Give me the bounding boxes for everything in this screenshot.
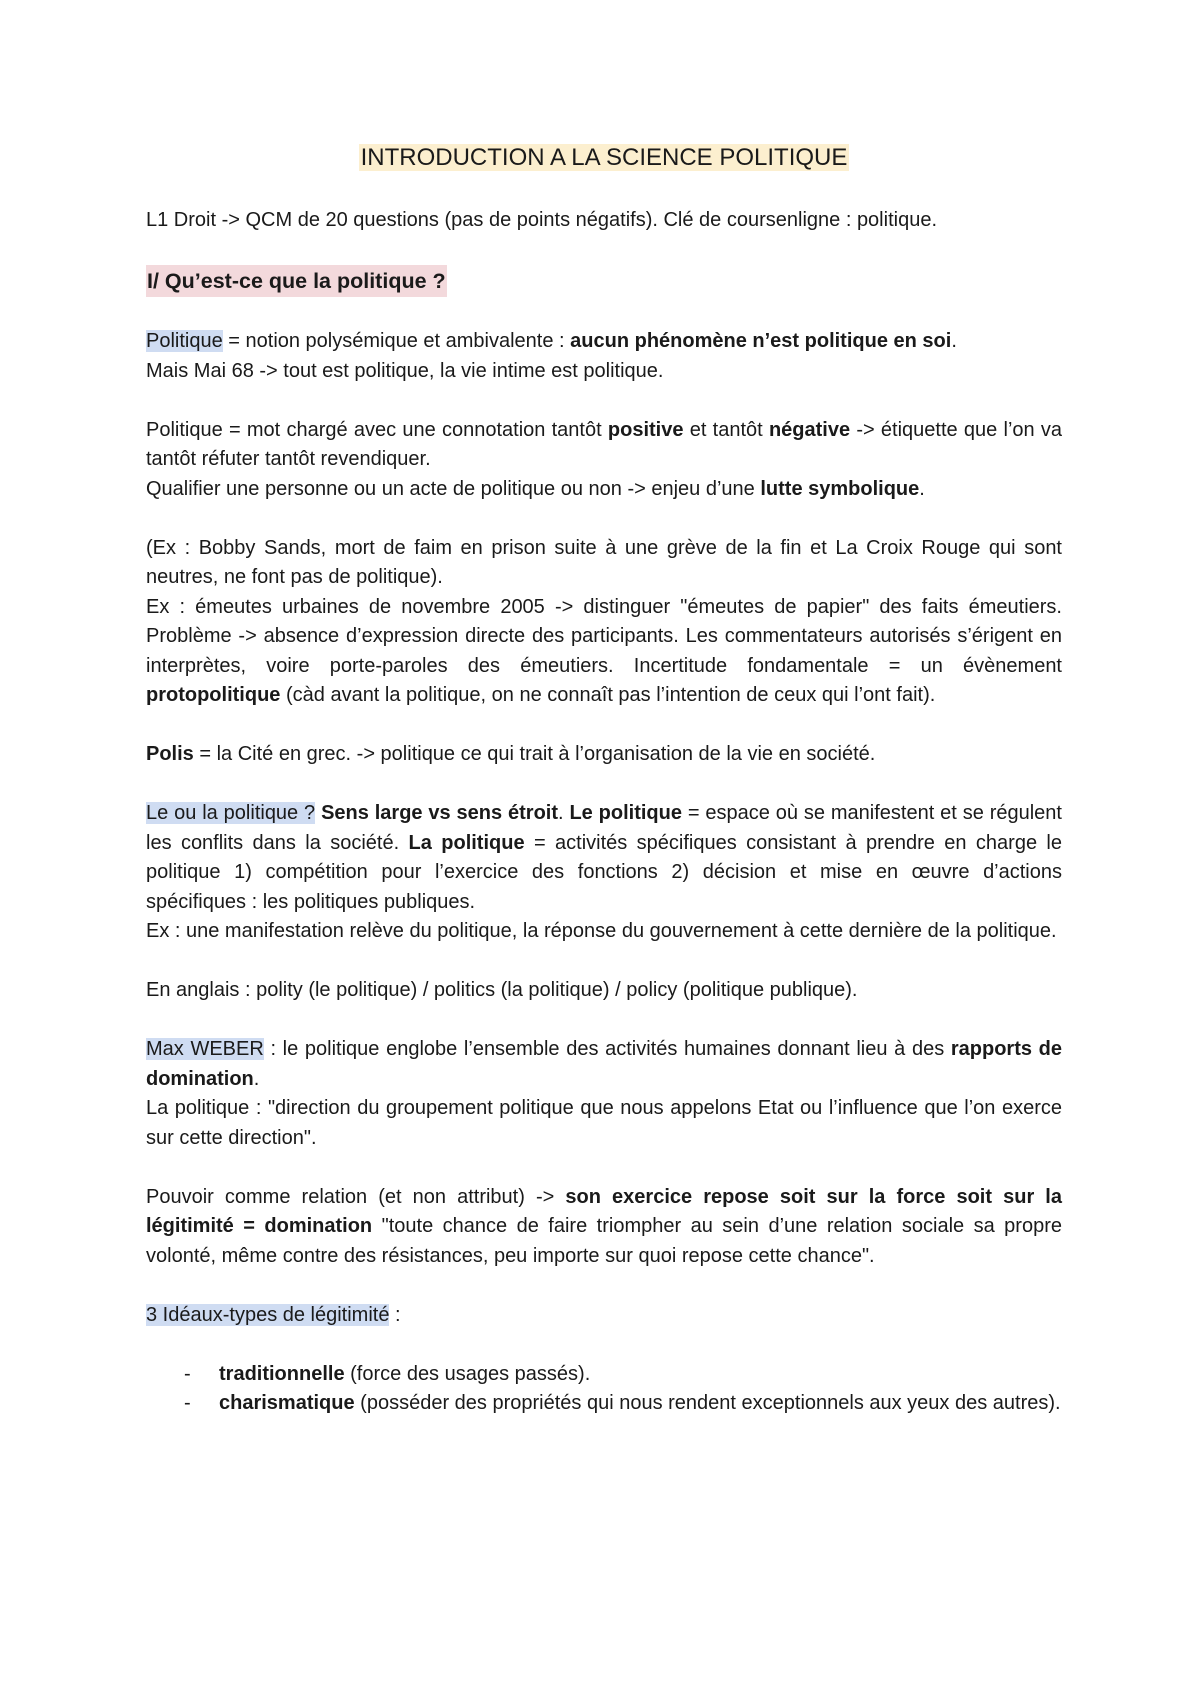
list-item: - charismatique (posséder des propriétés qui nous rendent exceptionnels aux yeux des autres). (184, 1392, 1061, 1414)
section1-heading: I/ Qu’est-ce que la politique ? (146, 265, 447, 297)
highlight-ideaux-types: 3 Idéaux-types de légitimité (146, 1303, 390, 1326)
highlight-max-weber: Max WEBER (146, 1038, 264, 1060)
paragraph-example-bobby-sands: (Ex : Bobby Sands, mort de faim en prison suite à une grève de la fin et La Croix Rouge qui sont neutres, ne font pas de politique). (146, 536, 1062, 588)
document-page (146, 140, 1062, 1419)
highlight-politique: Politique (146, 330, 223, 352)
paragraph-example-manifestation: Ex : une manifestation relève du politique, la réponse du gouvernement à cette dernière de la politique. (146, 920, 1057, 942)
paragraph-le-ou-la-politique: Le ou la politique ? Sens large vs sens étroit. Le politique = espace où se manifestent et se régulent les conflits dans la société. La politique = activités spécifiques consistant à prendre en charge le politique 1) compétition pour l’exercice des fonctions 2) décision et mise en œuvre d’actions spécifiques : les politiques publiques. (146, 802, 1063, 913)
document-title: INTRODUCTION A LA SCIENCE POLITIQUE (360, 144, 848, 171)
paragraph-connotation: Politique = mot chargé avec une connotation tantôt positive et tantôt négative -> étiquette que l’on va tantôt réfuter tantôt revendiquer. (146, 418, 1062, 470)
title-wrap (146, 140, 1062, 176)
paragraph-example-emeutes: Ex : émeutes urbaines de novembre 2005 -> distinguer "émeutes de papier" des faits émeutiers. Problème -> absence d’expression directe des participants. Les commentateurs autorisés s’érigent en interprètes, voire porte-paroles des émeutiers. Incertitude fondamentale = un évènement protopolitique (càd avant la politique, on ne connaît pas l’intention de ceux qui l’ont fait). (146, 595, 1062, 706)
section1-heading-wrap (146, 265, 1062, 298)
paragraph-lutte-symbolique: Qualifier une personne ou un acte de politique ou non -> enjeu d’une lutte symbolique. (146, 477, 925, 500)
paragraph-en-anglais: En anglais : polity (le politique) / politics (la politique) / policy (politique publique). (146, 979, 858, 1001)
paragraph-mai-68: Mais Mai 68 -> tout est politique, la vie intime est politique. (146, 359, 664, 382)
highlight-le-ou-la: Le ou la politique ? (146, 802, 316, 824)
intro-line: L1 Droit -> QCM de 20 questions (pas de points négatifs). Clé de coursenligne : politique. (146, 209, 937, 231)
paragraph-pouvoir-relation: Pouvoir comme relation (et non attribut) -> son exercice repose soit sur la force soit sur la légitimité = domination "toute chance de faire triompher au sein d’une relation sociale sa propre volonté, même contre des résistances, peu importe sur quoi repose cette chance". (146, 1185, 1062, 1267)
paragraph-polis: Polis = la Cité en grec. -> politique ce qui trait à l’organisation de la vie en société. (146, 743, 876, 765)
paragraph-max-weber: Max WEBER : le politique englobe l’ensemble des activités humaines donnant lieu à des rapports de domination. (146, 1038, 1063, 1090)
list-item: - traditionnelle (force des usages passés). (184, 1362, 591, 1385)
paragraph-direction-groupement: La politique : "direction du groupement politique que nous appelons Etat ou l’influence que l’on exerce sur cette direction". (146, 1097, 1062, 1149)
legitimacy-list (146, 1360, 1062, 1419)
paragraph-ideaux-types: 3 Idéaux-types de légitimité : (146, 1303, 401, 1326)
paragraph-politique-definition: Politique = notion polysémique et ambivalente : aucun phénomène n’est politique en soi. (146, 330, 957, 352)
